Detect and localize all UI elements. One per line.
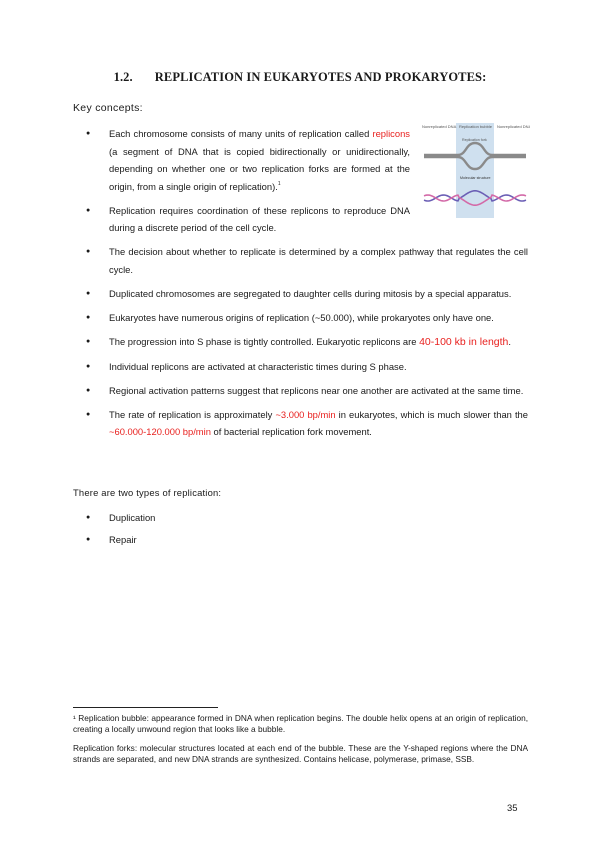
- text-run: of bacterial replication fork movement.: [210, 426, 372, 437]
- key-concept-item: [73, 243, 528, 278]
- figure-label-fork: Replication fork: [462, 138, 487, 142]
- key-concept-item: [73, 202, 410, 237]
- section-number: 1.2.: [113, 70, 133, 84]
- key-concept-item: [73, 382, 528, 400]
- text-run: (a segment of DNA that is copied bidirectionally or unidirectionally, depending on whether one or two replication forks are formed at the origin, from a single origin of replication).: [109, 145, 410, 192]
- page-number: 35: [507, 802, 518, 813]
- replication-bubble-figure: [420, 123, 530, 218]
- figure-label-left: Nonreplicated DNA: [422, 124, 457, 129]
- key-concept-item: [73, 125, 410, 195]
- replication-type-item: ● Repair: [73, 531, 155, 549]
- text-run: Duplicated chromosomes are segregated to daughter cells during mitosis by a special apparatus.: [109, 287, 512, 299]
- footnote-rule: [73, 707, 218, 708]
- footnote-ref[interactable]: 1: [277, 180, 281, 187]
- text-run: Each chromosome consists of many units of replication called: [109, 128, 373, 139]
- key-concepts-label: Key concepts:: [73, 102, 143, 114]
- highlighted-term: ~3.000 bp/min: [275, 408, 336, 420]
- section-title: REPLICATION IN EUKARYOTES AND PROKARYOTES:: [154, 70, 487, 84]
- text-run: The rate of replication is approximately: [109, 408, 276, 420]
- text-run: in eukaryotes, which is much slower than the: [335, 408, 528, 420]
- section-heading: [0, 70, 600, 85]
- text-run: Eukaryotes have numerous origins of replication (~50.000), while prokaryotes only have one.: [109, 311, 494, 323]
- footnote-replication-forks: Replication forks: molecular structures located at each end of the bubble. These are the Y-shaped regions where the DNA strands are separated, and new DNA strands are synthesized. Contains helicase, polymerase, primase, SSB.: [73, 743, 528, 764]
- highlighted-term: replicons: [372, 128, 410, 139]
- text-run: Individual replicons are activated at characteristic times during S phase.: [109, 360, 407, 372]
- text-run: Regional activation patterns suggest that replicons near one another are activated at the same time.: [109, 384, 524, 396]
- key-concept-item: [73, 333, 528, 352]
- figure-label-center: Replication bubble: [459, 124, 492, 129]
- key-concept-item: [73, 358, 528, 376]
- key-concept-item: [73, 285, 528, 303]
- figure-label-right: Nonreplicated DNA: [497, 124, 530, 129]
- footnote-replication-bubble: ¹ Replication bubble: appearance formed in DNA when replication begins. The double helix opens at an origin of replication, creating a locally unwound region that looks like a bubble.: [73, 713, 528, 734]
- highlighted-term: 40-100 kb in length: [419, 335, 509, 348]
- key-concept-item: [73, 309, 528, 327]
- replication-type-item: ● Duplication: [73, 509, 155, 527]
- text-run: .: [508, 335, 511, 347]
- text-run: The progression into S phase is tightly controlled. Eukaryotic replicons are: [109, 335, 420, 347]
- highlighted-term: ~60.000-120.000 bp/min: [109, 426, 211, 437]
- text-run: Replication requires coordination of these replicons to reproduce DNA during a discrete period of the cell cycle.: [109, 204, 410, 233]
- figure-label-mid: Molecular structure: [460, 176, 491, 180]
- text-run: The decision about whether to replicate is determined by a complex pathway that regulates the cell cycle.: [109, 246, 528, 275]
- replication-types-list: [73, 509, 155, 553]
- types-label: There are two types of replication:: [73, 487, 222, 498]
- key-concept-item: [73, 406, 528, 441]
- replication-diagram: [420, 123, 530, 218]
